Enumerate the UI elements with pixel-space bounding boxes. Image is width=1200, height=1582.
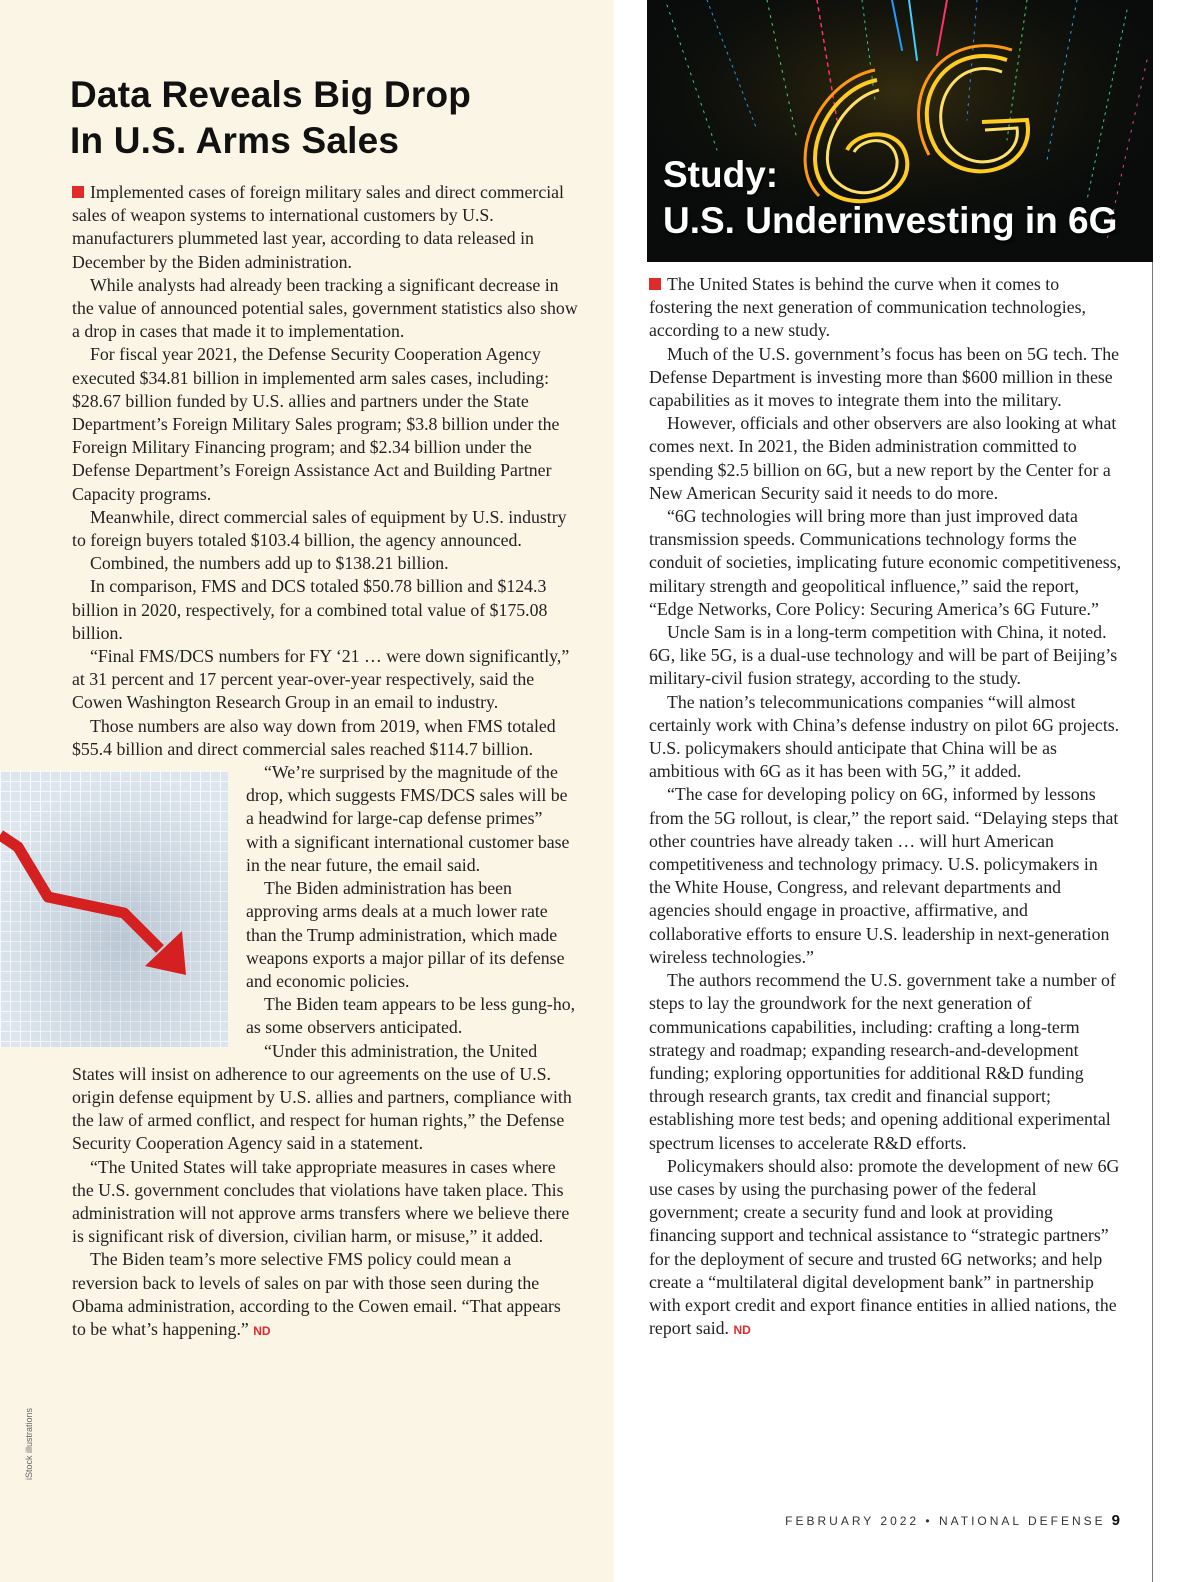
paragraph: Those numbers are also way down from 2019, when FMS totaled $55.4 billion and direct commercial sales reached $114.7 billion. — [72, 715, 556, 759]
paragraph: “Under this administration, the United States will insist on adherence to our agreements on the use of U.S. origin defense equipment by U.S. allies and partners, compliance with the law of armed conflict, and respect for human rights,” the Defense Security Cooperation Agency said in a statement. — [72, 1040, 572, 1154]
paragraph: “The United States will take appropriate measures in cases where the U.S. government concludes that violations have taken place. This administration will not approve arms transfers where we believe there is significant risk of diversion, civilian harm, or misuse,” it added. — [72, 1156, 570, 1247]
down-trend-arrow-icon — [0, 771, 228, 1047]
paragraph: The United States is behind the curve when it comes to fostering the next generation of communication technologies, according to a new study. — [649, 274, 1086, 341]
section-marker-icon — [72, 186, 84, 198]
paragraph: The authors recommend the U.S. government take a number of steps to lay the groundwork for the next generation of communications capabilities, including: crafting a long-term strategy and roadmap; expanding research-and-development funding; exploring opportunities for additional R&D funding through research grants, tax credit and financial support; establishing more test beds; and opening additional experimental spectrum licenses to accelerate R&D efforts. — [649, 970, 1116, 1153]
paragraph: Meanwhile, direct commercial sales of equipment by U.S. industry to foreign buyers totaled $103.4 billion, the agency announced. — [72, 506, 567, 551]
paragraph: Much of the U.S. government’s focus has been on 5G tech. The Defense Department is investing more than $600 million in these capabilities as it moves to integrate them into the military. — [649, 343, 1120, 411]
right-article-headline — [663, 152, 1143, 244]
end-mark: ND — [733, 1323, 751, 1338]
column-divider — [1152, 262, 1153, 1582]
paragraph: The nation’s telecommunications companies “will almost certainly work with China’s defense industry on pilot 6G projects. U.S. policymakers should anticipate that China will be as ambitious with 6G as it has been with 5G,” it added. — [649, 691, 1120, 782]
paragraph: The Biden team’s more selective FMS policy could mean a reversion back to levels of sales on par with those seen during the Obama administration, according to the Cowen email. “That appears to be what’s happening.” ND — [72, 1249, 561, 1339]
section-marker-icon — [649, 278, 661, 290]
paragraph: “Final FMS/DCS numbers for FY ‘21 … were down significantly,” at 31 percent and 17 percent year-over-year respectively, said the Cowen Washington Research Group in an email to industry. — [72, 646, 570, 713]
end-mark: ND — [253, 1323, 271, 1338]
headline-line-1: Data Reveals Big Drop — [70, 74, 472, 115]
right-article-body — [649, 273, 1123, 1342]
headline-line-2: U.S. Underinvesting in 6G — [663, 200, 1118, 241]
paragraph: Combined, the numbers add up to $138.21 billion. — [90, 553, 449, 574]
paragraph: Implemented cases of foreign military sales and direct commercial sales of weapon systems to international customers by U.S. manufacturers plummeted last year, according to data released in December by the Biden administration. — [72, 182, 564, 272]
page-footer — [760, 1512, 1120, 1529]
paragraph: The Biden team appears to be less gung-ho, as some observers anticipated. — [246, 994, 576, 1038]
issue-line: FEBRUARY 2022 • NATIONAL DEFENSE — [785, 1514, 1106, 1528]
headline-line-1: Study: — [663, 154, 779, 195]
paragraph: While analysts had already been tracking a significant decrease in the value of announced potential sales, government statistics also show a drop in cases that made it to implementation. — [72, 274, 578, 342]
paragraph: The Biden administration has been approving arms deals at a much lower rate than the Trump administration, which made weapons exports a major pillar of its defense and economic policies. — [246, 878, 565, 991]
paragraph: For fiscal year 2021, the Defense Security Cooperation Agency executed $34.81 billion in implemented arm sales cases, including: $28.67 billion funded by U.S. allies and partners under the State Department’s Foreign Military Sales program; $3.8 billion under the Foreign Military Financing program; and $2.34 billion under the Defense Department’s Foreign Assistance Act and Building Partner Capacity programs. — [72, 344, 560, 504]
paragraph: In comparison, FMS and DCS totaled $50.78 billion and $124.3 billion in 2020, respectively, for a combined total value of $175.08 billion. — [72, 576, 548, 643]
paragraph: “6G technologies will bring more than just improved data transmission speeds. Communications technology forms the conduit of societies, implicating future economic competitiveness, military strength and geopolitical influence,” said the report, “Edge Networks, Core Policy: Securing America’s 6G Future.” — [649, 506, 1122, 619]
paragraph: Uncle Sam is in a long-term competition with China, it noted. 6G, like 5G, is a dual-use technology and will be part of Beijing’s military-civil fusion strategy, according to the study. — [649, 622, 1118, 689]
headline-line-2: In U.S. Arms Sales — [70, 120, 400, 161]
left-article-body — [72, 181, 578, 1343]
paragraph: “The case for developing policy on 6G, informed by lessons from the 5G rollout, is clear,” the report said. “Delaying steps that other countries have already taken … will hurt American competitiveness and technology primacy. U.S. policymakers in the White House, Congress, and relevant departments and agencies should engage in proactive, affirmative, and collaborative efforts to ensure U.S. leadership in next-generation wireless technologies.” — [649, 784, 1119, 967]
paragraph: Policymakers should also: promote the development of new 6G use cases by using the purchasing power of the federal government; create a security fund and look at providing financing support and technical assistance to “strategic partners” for the deployment of secure and trusted 6G networks; and help create a “multilateral digital development bank” in partnership with export credit and export finance entities in allied nations, the report said. ND — [649, 1155, 1120, 1339]
declining-arrow-illustration — [0, 771, 228, 1047]
page-number: 9 — [1111, 1512, 1120, 1529]
photo-credit: iStock illustrations — [24, 1407, 34, 1480]
left-article-headline — [70, 72, 590, 164]
paragraph: “We’re surprised by the magnitude of the drop, which suggests FMS/DCS sales will be a headwind for large-cap defense primes” with a significant international customer base in the near future, the email said. — [246, 762, 570, 875]
paragraph: However, officials and other observers are also looking at what comes next. In 2021, the Biden administration committed to spending $2.5 billion on 6G, but a new report by the Center for a New American Security said it needs to do more. — [649, 413, 1117, 503]
